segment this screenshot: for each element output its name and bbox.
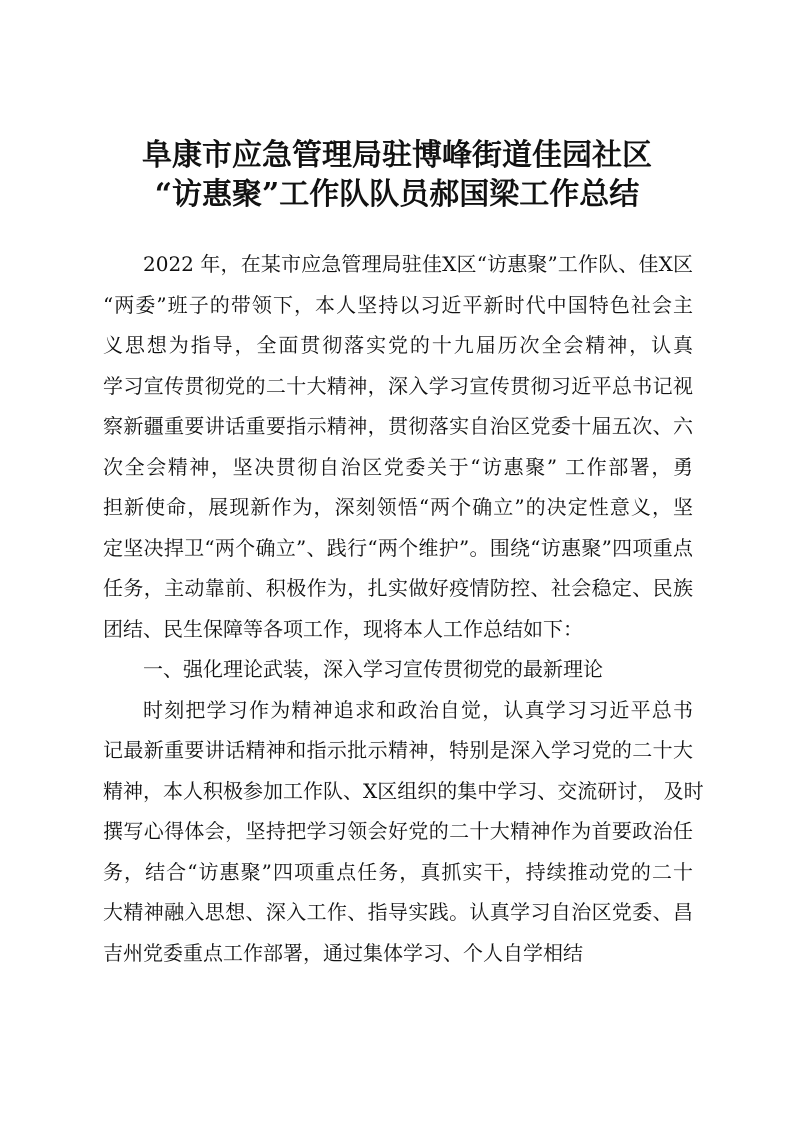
text-line: 撰写心得体会，坚持把学习领会好党的二十大精神作为首要政治任 <box>103 819 693 843</box>
text-line: 定坚决捍卫“两个确立”、践行“两个维护”。围绕“访惠聚”四项重点 <box>103 535 693 560</box>
document-title-line-1: 阜康市应急管理局驻博峰街道佳园社区 <box>142 138 652 173</box>
text-line: 精神，本人积极参加工作队、X区组织的集中学习、交流研讨， 及时 <box>103 778 704 803</box>
text-line: 义思想为指导，全面贯彻落实党的十九届历次全会精神，认真 <box>103 333 693 357</box>
document-body <box>103 244 704 973</box>
text-line: 记最新重要讲话精神和指示批示精神，特别是深入学习党的二十大 <box>103 738 693 762</box>
text-line: 吉州党委重点工作部署，通过集体学习、个人自学相结 <box>103 940 583 965</box>
text-line: 团结、民生保障等各项工作，现将本人工作总结如下： <box>103 616 583 641</box>
text-line: 学习宣传贯彻党的二十大精神，深入学习宣传贯彻习近平总书记视 <box>103 373 693 398</box>
text-line: 务，结合“访惠聚”四项重点任务，真抓实干，持续推动党的二十 <box>103 859 693 884</box>
section-heading-1: 一、强化理论武装，深入学习宣传贯彻党的最新理论 <box>143 657 603 681</box>
paragraph-1 <box>103 244 693 649</box>
text-line: 大精神融入思想、深入工作、指导实践。认真学习自治区党委、昌 <box>103 900 693 924</box>
text-line: 2022 年，在某市应急管理局驻佳X区“访惠聚”工作队、佳X区 <box>143 252 693 276</box>
text-line: 时刻把学习作为精神追求和政治自觉，认真学习习近平总书 <box>143 697 693 722</box>
text-line: 担新使命，展现新作为，深刻领悟“两个确立”的决定性意义，坚 <box>103 495 693 519</box>
text-line: 察新疆重要讲话重要指示精神，贯彻落实自治区党委十届五次、六 <box>103 414 693 438</box>
paragraph-2 <box>103 690 704 974</box>
text-line: “两委”班子的带领下，本人坚持以习近平新时代中国特色社会主 <box>103 292 693 317</box>
document-title-line-2: “访惠聚”工作队队员郝国梁工作总结 <box>154 177 640 212</box>
text-line: 任务，主动靠前、积极作为，扎实做好疫情防控、社会稳定、民族 <box>103 576 693 600</box>
text-line: 次全会精神，坚决贯彻自治区党委关于“访惠聚” 工作部署，勇 <box>103 454 693 479</box>
